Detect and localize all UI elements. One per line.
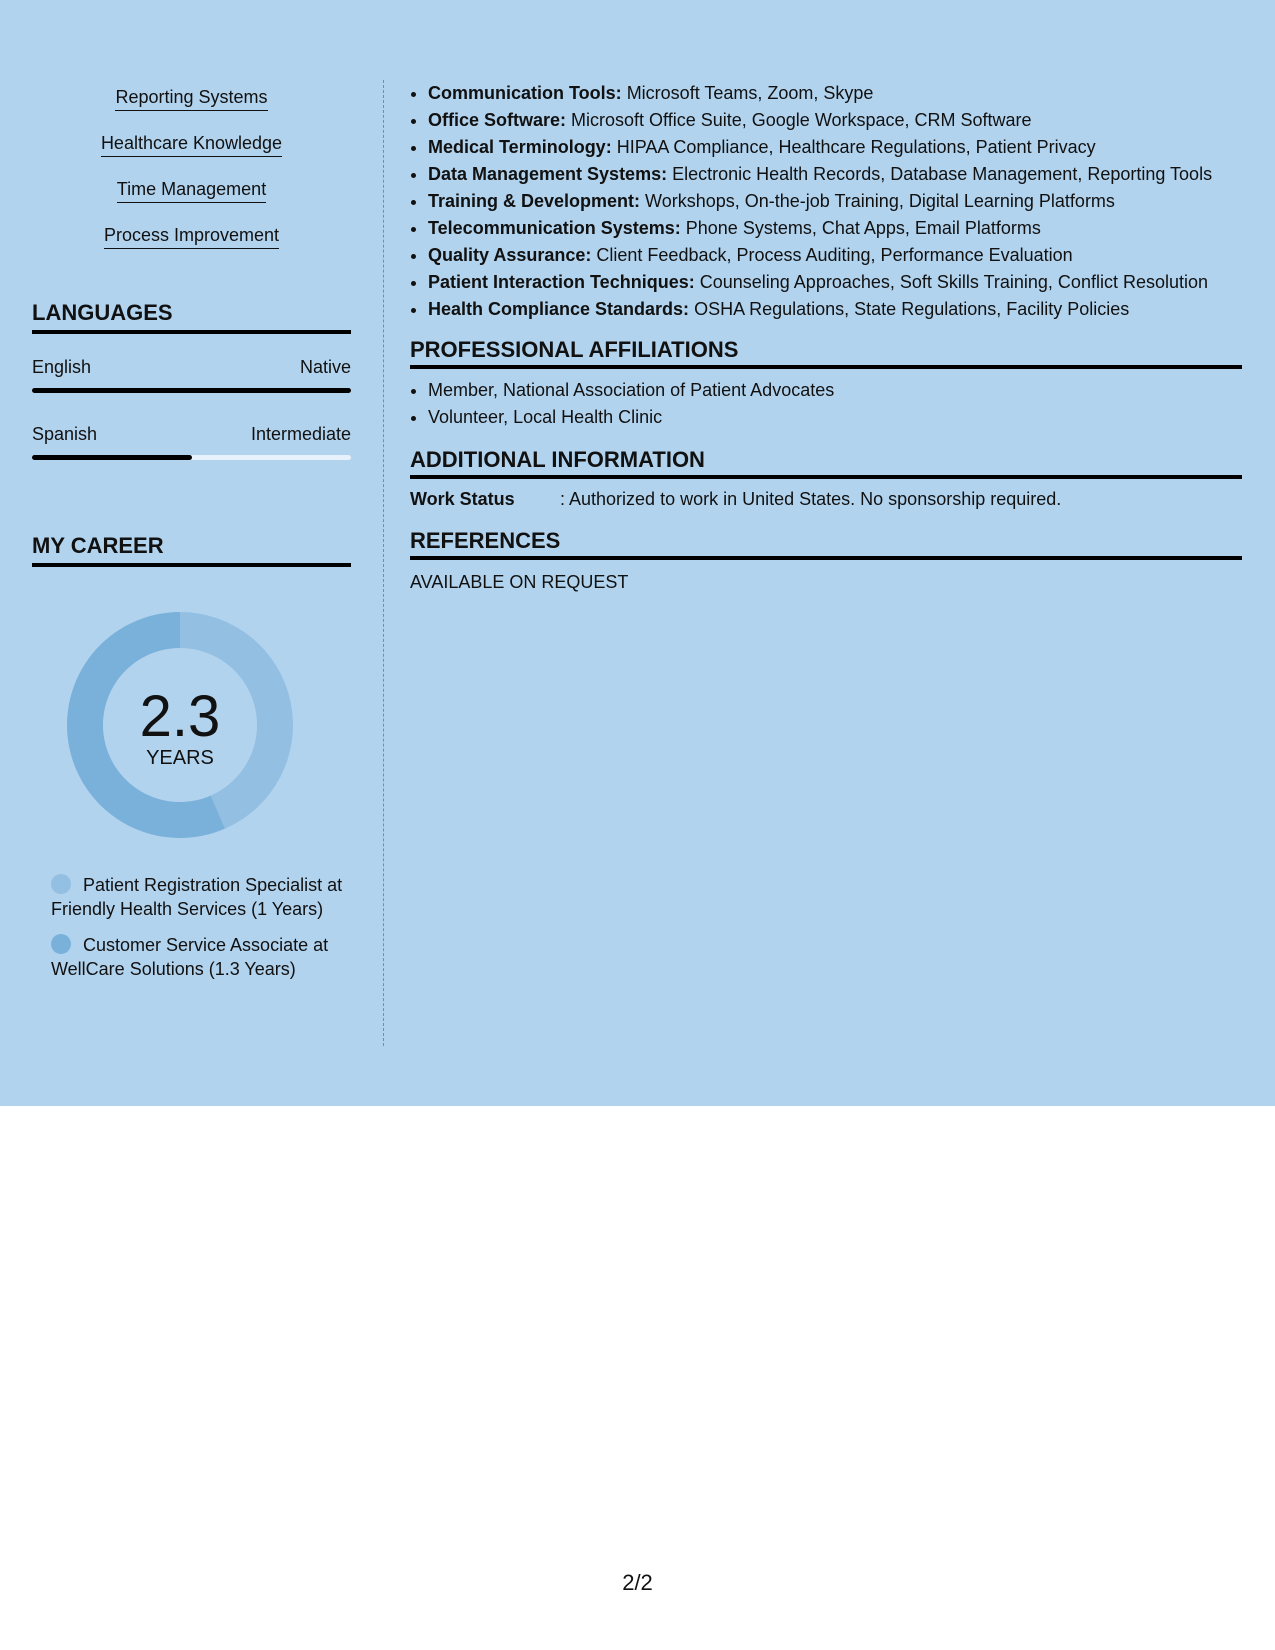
additional-info-heading: ADDITIONAL INFORMATION [410,447,1242,479]
tool-item: • Medical Terminology: HIPAA Compliance, Healthcare Regulations, Patient Privacy [428,134,1242,161]
page-number: 2/2 [622,1570,653,1595]
tool-item: • Office Software: Microsoft Office Suite, Google Workspace, CRM Software [428,107,1242,134]
tool-item: • Health Compliance Standards: OSHA Regulations, State Regulations, Facility Policies [428,296,1242,323]
career-donut-chart [66,611,294,839]
legend-dot [51,934,71,954]
language-name: Spanish [32,424,98,444]
tool-item: • Training & Development: Workshops, On-the-job Training, Digital Learning Platforms [428,188,1242,215]
language-proficiency-fill [32,388,351,393]
tool-item: • Telecommunication Systems: Phone Systems, Chat Apps, Email Platforms [428,215,1242,242]
work-status-value: : Authorized to work in United States. No sponsorship required. [560,489,1062,509]
language-level: Intermediate [250,424,351,444]
language-proficiency-fill [32,455,192,460]
affiliation-item: • Member, National Association of Patient Advocates [428,377,1242,404]
skill-link-reporting-systems[interactable]: Reporting Systems [32,87,351,111]
tool-item: • Patient Interaction Techniques: Counseling Approaches, Soft Skills Training, Conflict Resolution [428,269,1242,296]
language-name: English [32,357,92,377]
skill-link-process-improvement[interactable]: Process Improvement [32,225,351,249]
skill-link-healthcare-knowledge[interactable]: Healthcare Knowledge [32,133,351,157]
career-legend-item: Patient Registration Specialist at Friendly Health Services (1 Years) [51,875,343,919]
career-heading: MY CAREER [32,534,351,567]
references-heading: REFERENCES [410,528,1242,560]
language-proficiency-bar [32,388,351,393]
legend-dot [51,874,71,894]
career-total-unit: YEARS [146,747,214,769]
tool-item: • Quality Assurance: Client Feedback, Process Auditing, Performance Evaluation [428,242,1242,269]
tool-item: • Data Management Systems: Electronic Health Records, Database Management, Reporting Tools [428,161,1242,188]
right-column [410,80,1242,594]
skill-link-time-management[interactable]: Time Management [32,179,351,203]
tool-item: • Communication Tools: Microsoft Teams, Zoom, Skype [428,80,1242,107]
language-proficiency-bar [32,455,351,460]
career-total-years: 2.3 [139,684,221,749]
references-text: AVAILABLE ON REQUEST [410,572,629,592]
tools-list [410,80,1242,323]
work-status-label: Work Status [410,489,515,509]
affiliations-list [410,377,1242,431]
affiliations-heading: PROFESSIONAL AFFILIATIONS [410,337,1242,369]
left-column [32,80,351,993]
work-status-row [410,487,1242,511]
language-spanish [32,423,351,460]
column-divider [383,80,384,1046]
career-legend-item: Customer Service Associate at WellCare Solutions (1.3 Years) [51,935,329,979]
affiliation-item: • Volunteer, Local Health Clinic [428,404,1242,431]
languages-heading: LANGUAGES [32,301,351,334]
language-level: Native [299,357,351,377]
language-english [32,356,351,393]
